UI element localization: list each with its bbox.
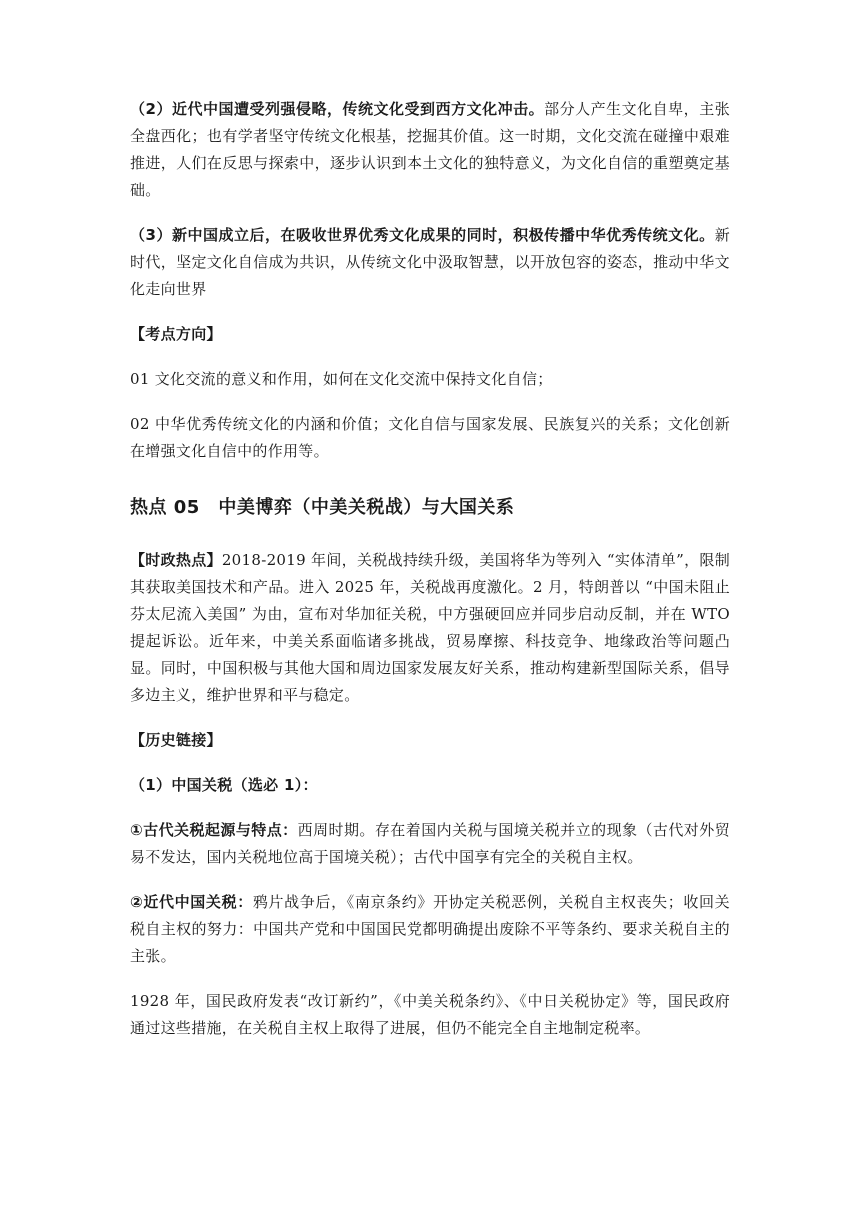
ancient-tariff-text: 西周时期。存在着国内关税与国境关税并立的现象（古代对外贸易不发达，国内关税地位高于国境关税）；古代中国享有完全的关税自主权。 — [130, 821, 730, 866]
paragraph-item-2 — [130, 96, 730, 204]
modern-tariff-text: 鸦片战争后，《南京条约》开协定关税恶例，关税自主权丧失；收回关税自主权的努力：中国共产党和中国国民党都明确提出废除不平等条约、要求关税自主的主张。 — [130, 893, 730, 965]
item-3-text: 新时代，坚定文化自信成为共识，从传统文化中汲取智慧，以开放包容的姿态，推动中华文化走向世界 — [130, 226, 730, 298]
document-page — [130, 96, 730, 1042]
item-2-text: 部分人产生文化自卑，主张全盘西化；也有学者坚守传统文化根基，挖掘其价值。这一时期，文化交流在碰撞中艰难推进，人们在反思与探索中，逐步认识到本土文化的独特意义，为文化自信的重塑奠定基础。 — [130, 100, 730, 199]
history-link-heading: 【历史链接】 — [130, 731, 222, 749]
exam-point-1: 01 文化交流的意义和作用，如何在文化交流中保持文化自信； — [130, 370, 553, 388]
modern-tariff-paragraph — [130, 889, 730, 970]
modern-tariff-label: ②近代中国关税： — [130, 893, 253, 911]
exam-direction-heading: 【考点方向】 — [130, 325, 222, 343]
item-3-bold-lead: （3）新中国成立后，在吸收世界优秀文化成果的同时，积极传播中华优秀传统文化。 — [130, 226, 715, 244]
current-affairs-label: 【时政热点】 — [130, 551, 222, 569]
item-2-bold-lead: （2）近代中国遭受列强侵略，传统文化受到西方文化冲击。 — [130, 100, 545, 118]
exam-point-2: 02 中华优秀传统文化的内涵和价值；文化自信与国家发展、民族复兴的关系；文化创新在增强文化自信中的作用等。 — [130, 415, 730, 460]
paragraph-1928: 1928 年，国民政府发表“改订新约”，《中美关税条约》、《中日关税协定》等，国民政府通过这些措施，在关税自主权上取得了进展，但仍不能完全自主地制定税率。 — [130, 992, 730, 1037]
hotspot-05-title: 热点 05 中美博弈（中美关税战）与大国关系 — [130, 497, 515, 518]
ancient-tariff-paragraph — [130, 817, 730, 871]
paragraph-item-3 — [130, 222, 730, 303]
ancient-tariff-label: ①古代关税起源与特点： — [130, 821, 298, 839]
current-affairs-text: 2018-2019 年间，关税战持续升级，美国将华为等列入 “实体清单”，限制其获取美国技术和产品。进入 2025 年，关税战再度激化。2 月，特朗普以 “中国未阻止芬太尼流入美国” 为由，宣布对华加征关税，中方强硬回应并同步启动反制，并在 WTO 提起诉讼。近年来，中美关系面临诸多挑战，贸易摩擦、科技竞争、地缘政治等问题凸显。同时，中国积极与其他大国和周边国家发展友好关系，推动构建新型国际关系，倡导多边主义，维护世界和平与稳定。 — [130, 551, 730, 704]
tariff-subheading: （1）中国关税（选必 1）： — [130, 776, 318, 794]
current-affairs-paragraph — [130, 547, 730, 709]
